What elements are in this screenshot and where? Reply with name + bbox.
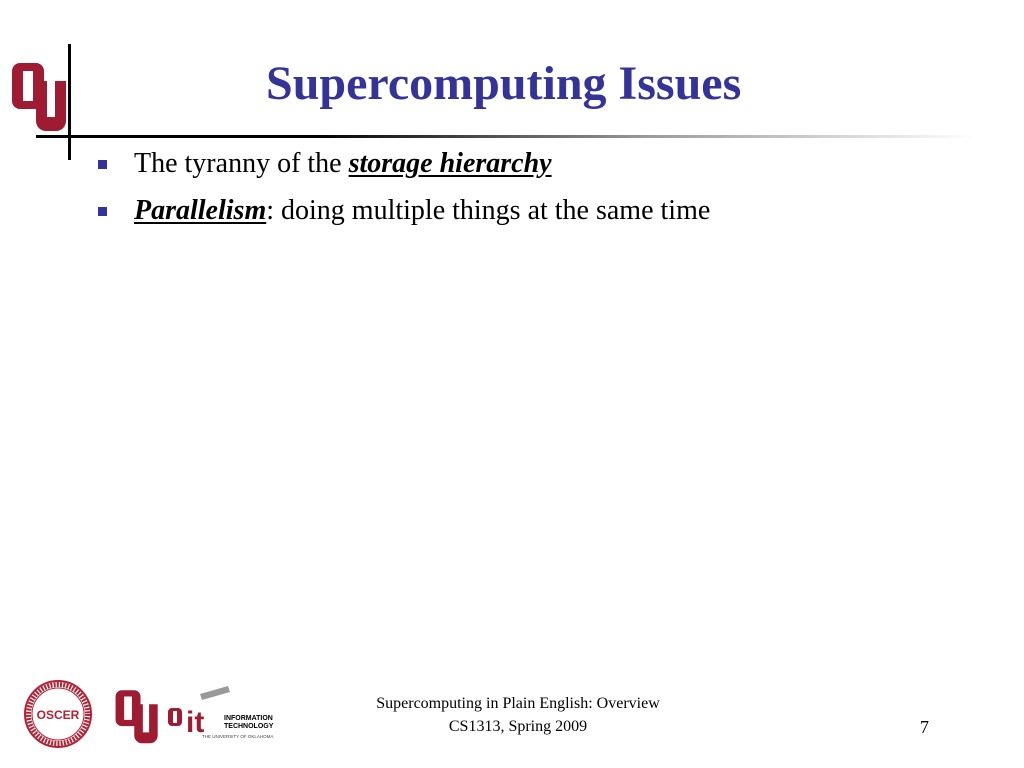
bullet-text-plain: : doing multiple things at the same time: [266, 195, 711, 226]
oscer-seal-logo: [25, 681, 91, 747]
footer-line-2: CS1313, Spring 2009: [448, 718, 588, 735]
bullet-text-plain: The tyranny of the: [134, 148, 349, 179]
bullet-text: [134, 192, 710, 230]
bullet-item: [96, 145, 976, 192]
ou-footer-logo: [116, 690, 158, 743]
bullet-emphasis: Parallelism: [134, 195, 267, 226]
square-bullet-icon: [98, 207, 107, 216]
footer-text: [318, 692, 718, 738]
title-horizontal-rule: [36, 135, 976, 138]
svg-text:THE UNIVERSITY OF OKLAHOMA: THE UNIVERSITY OF OKLAHOMA: [202, 734, 274, 739]
ou-logo: [10, 55, 66, 135]
footer-logos: [22, 680, 292, 752]
oscer-logo-text: OSCER: [36, 708, 80, 722]
svg-text:INFORMATION: INFORMATION: [224, 715, 273, 722]
square-bullet-icon: [98, 160, 107, 169]
bullet-text: [134, 145, 552, 183]
page-number: 7: [920, 717, 929, 737]
slide-title: Supercomputing Issues: [266, 57, 742, 110]
bullet-list: [96, 145, 976, 239]
bullet-emphasis: storage hierarchy: [348, 148, 552, 179]
title-vertical-rule: [68, 44, 71, 160]
bullet-item: [96, 192, 976, 239]
footer-line-1: Supercomputing in Plain English: Overview: [376, 695, 660, 712]
svg-text:TECHNOLOGY: TECHNOLOGY: [224, 723, 274, 730]
it-logo-text: it: [186, 706, 205, 739]
ou-it-logo: [168, 686, 274, 739]
